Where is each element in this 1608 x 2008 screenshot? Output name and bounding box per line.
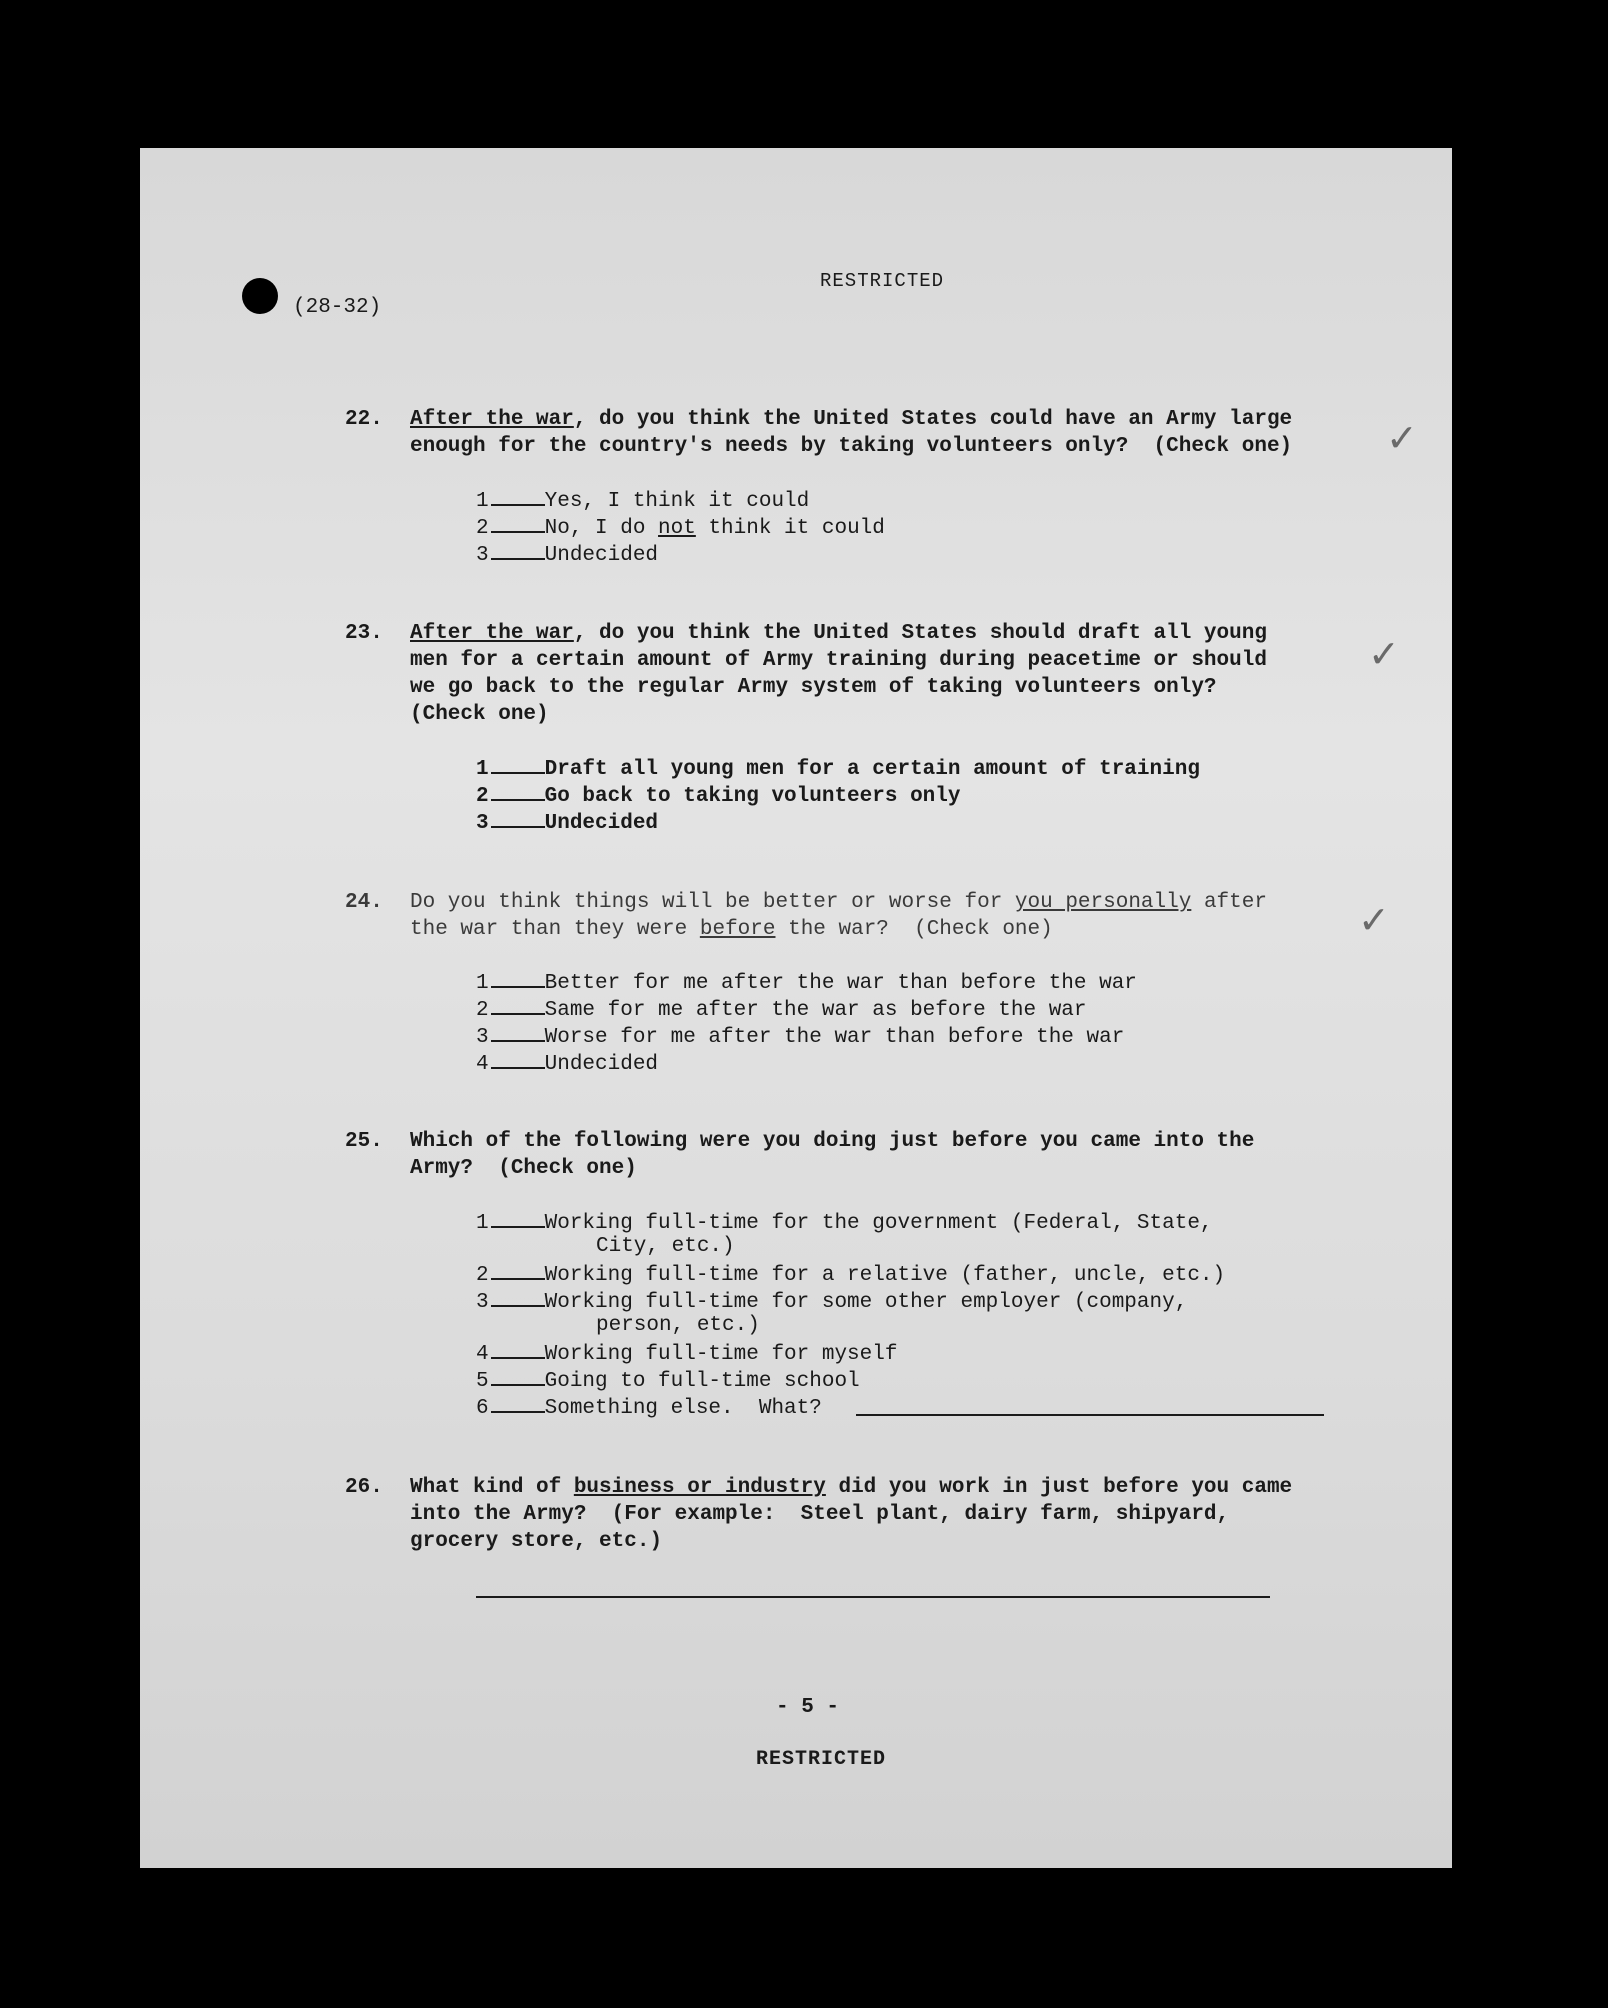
option-row: 1 Yes, I think it could bbox=[476, 486, 809, 515]
answer-blank[interactable] bbox=[491, 1393, 545, 1413]
header-classification: RESTRICTED bbox=[820, 270, 945, 292]
option-row: 1 Working full-time for the government (Federal, State, bbox=[476, 1208, 1213, 1237]
question-number: 24. bbox=[345, 891, 383, 914]
question-number: 26. bbox=[345, 1476, 383, 1499]
question-text-line: Do you think things will be better or worse for you personally after bbox=[410, 891, 1267, 914]
option-row: 2 Working full-time for a relative (father, uncle, etc.) bbox=[476, 1260, 1225, 1289]
answer-blank[interactable] bbox=[491, 1287, 545, 1307]
question-text-line: After the war, do you think the United States should draft all young bbox=[410, 622, 1267, 645]
question-text-line: What kind of business or industry did you work in just before you came bbox=[410, 1476, 1293, 1499]
answer-blank[interactable] bbox=[491, 1339, 545, 1359]
answer-blank[interactable] bbox=[491, 995, 545, 1015]
option-row: 1 Draft all young men for a certain amount of training bbox=[476, 754, 1200, 783]
answer-blank[interactable] bbox=[491, 1208, 545, 1228]
option-row: 3 Worse for me after the war than before the war bbox=[476, 1022, 1124, 1051]
question-text-line: After the war, do you think the United States could have an Army large bbox=[410, 408, 1293, 431]
option-row: 3 Undecided bbox=[476, 540, 658, 569]
answer-blank[interactable] bbox=[491, 1049, 545, 1069]
answer-blank[interactable] bbox=[491, 808, 545, 828]
question-text-line: into the Army? (For example: Steel plant, dairy farm, shipyard, bbox=[410, 1503, 1230, 1526]
question-text-line: (Check one) bbox=[410, 703, 549, 726]
industry-answer-line[interactable] bbox=[476, 1596, 1270, 1598]
option-row: 2 No, I do not think it could bbox=[476, 513, 885, 542]
option-row: 1 Better for me after the war than before the war bbox=[476, 968, 1137, 997]
page-number: - 5 - bbox=[776, 1696, 840, 1719]
question-text-line: grocery store, etc.) bbox=[410, 1530, 663, 1553]
something-else-answer-line[interactable] bbox=[856, 1414, 1324, 1416]
punch-hole bbox=[242, 278, 278, 314]
option-continuation: person, etc.) bbox=[596, 1314, 760, 1337]
question-text-line: enough for the country's needs by taking volunteers only? (Check one) bbox=[410, 435, 1293, 458]
option-row: 6 Something else. What? bbox=[476, 1393, 822, 1422]
option-row: 2 Go back to taking volunteers only bbox=[476, 781, 960, 810]
answer-blank[interactable] bbox=[491, 540, 545, 560]
question-text-line: the war than they were before the war? (Check one) bbox=[410, 918, 1053, 941]
question-text-line: Army? (Check one) bbox=[410, 1157, 637, 1180]
answer-blank[interactable] bbox=[491, 968, 545, 988]
option-row: 5 Going to full-time school bbox=[476, 1366, 860, 1395]
check-mark-icon: ✓ bbox=[1386, 416, 1418, 460]
option-continuation: City, etc.) bbox=[596, 1235, 735, 1258]
question-number: 22. bbox=[345, 408, 383, 431]
answer-blank[interactable] bbox=[491, 754, 545, 774]
answer-blank[interactable] bbox=[491, 513, 545, 533]
question-text-line: we go back to the regular Army system of taking volunteers only? bbox=[410, 676, 1217, 699]
answer-blank[interactable] bbox=[491, 781, 545, 801]
footer-classification: RESTRICTED bbox=[756, 1748, 887, 1771]
question-number: 23. bbox=[345, 622, 383, 645]
answer-blank[interactable] bbox=[491, 1260, 545, 1280]
answer-blank[interactable] bbox=[491, 1366, 545, 1386]
check-mark-icon: ✓ bbox=[1358, 898, 1390, 942]
option-row: 3 Working full-time for some other employer (company, bbox=[476, 1287, 1187, 1316]
answer-blank[interactable] bbox=[491, 486, 545, 506]
option-row: 4 Undecided bbox=[476, 1049, 658, 1078]
option-row: 4 Working full-time for myself bbox=[476, 1339, 897, 1368]
card-code: (28-32) bbox=[293, 296, 382, 319]
question-text-line: Which of the following were you doing just before you came into the bbox=[410, 1130, 1255, 1153]
option-row: 3 Undecided bbox=[476, 808, 658, 837]
question-text-line: men for a certain amount of Army training during peacetime or should bbox=[410, 649, 1267, 672]
answer-blank[interactable] bbox=[491, 1022, 545, 1042]
questionnaire-page bbox=[140, 148, 1452, 1868]
question-number: 25. bbox=[345, 1130, 383, 1153]
check-mark-icon: ✓ bbox=[1368, 632, 1400, 676]
option-row: 2 Same for me after the war as before the war bbox=[476, 995, 1087, 1024]
